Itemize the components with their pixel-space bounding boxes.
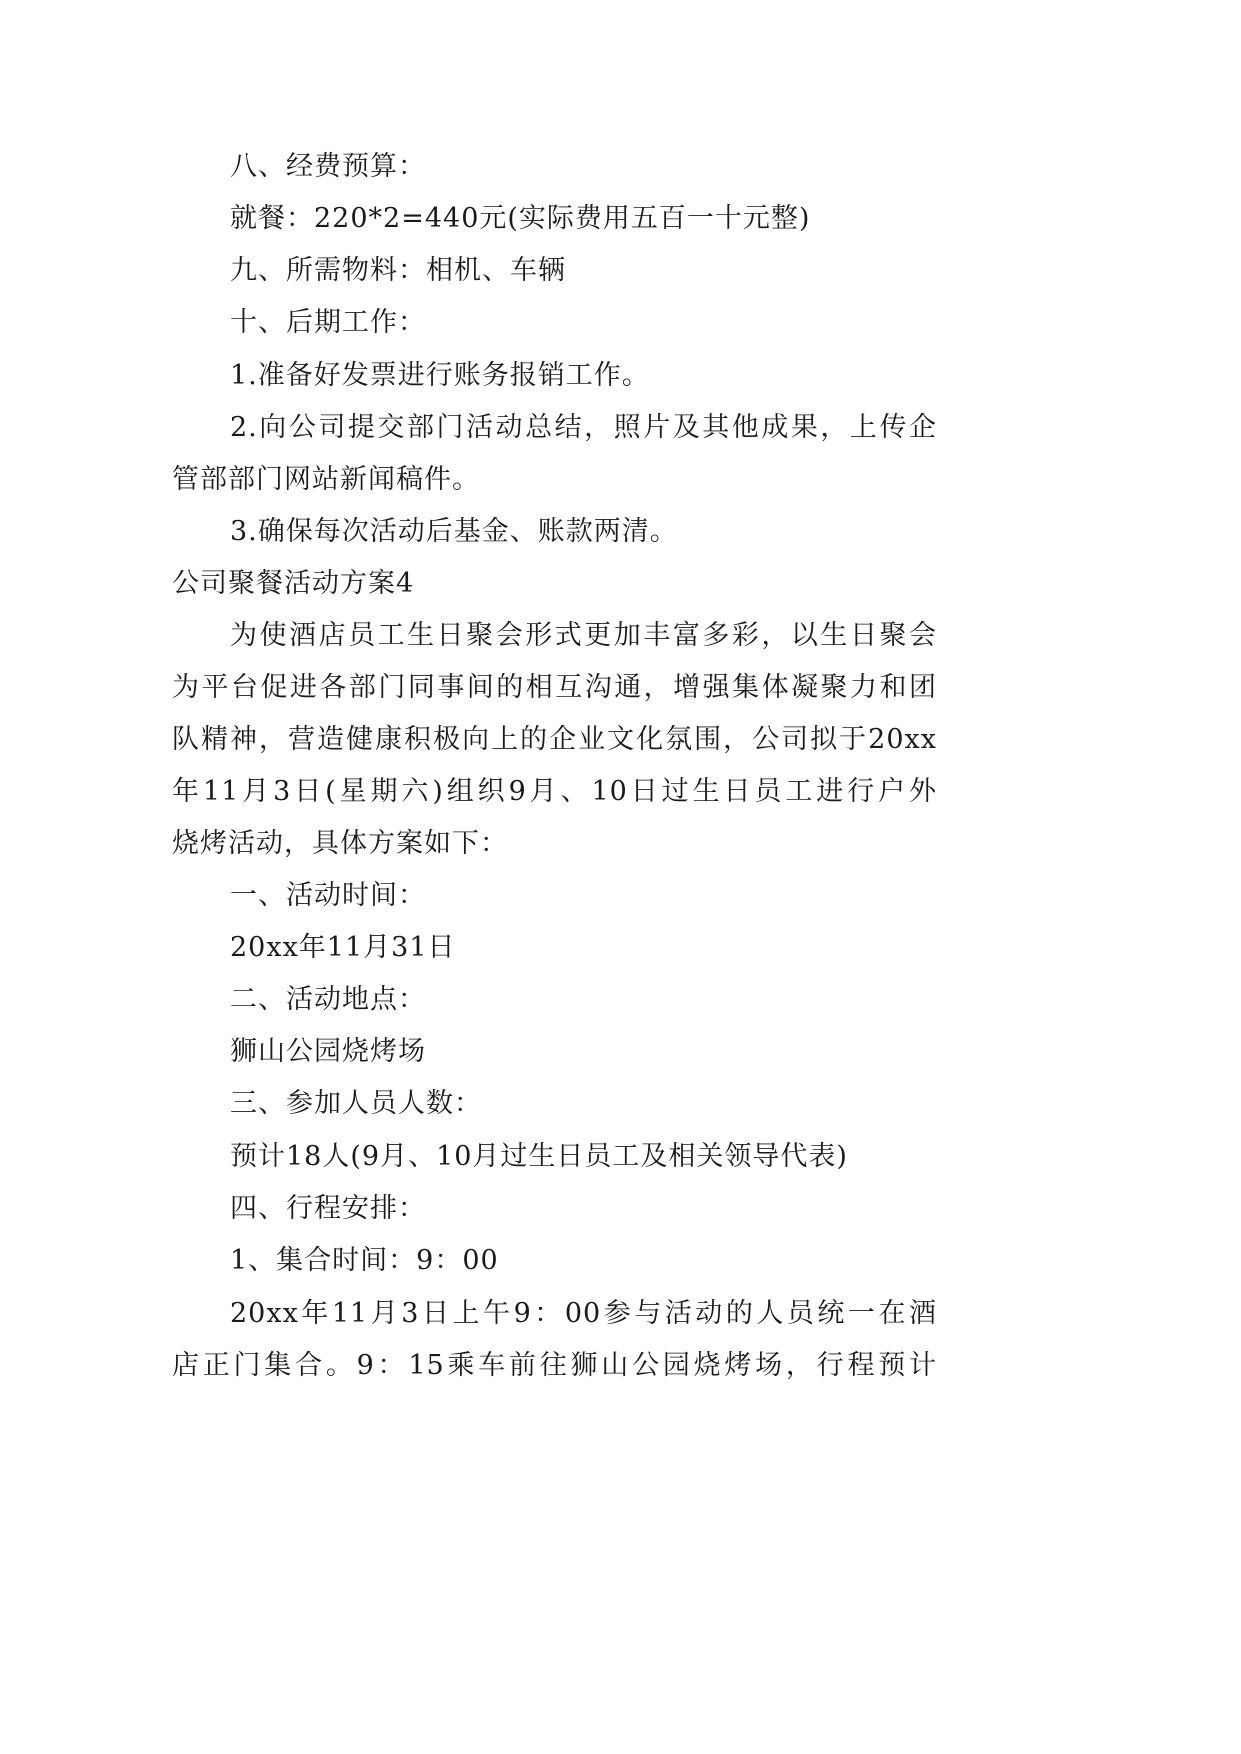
section-heading: 十、后期工作： <box>230 307 426 338</box>
paragraph-line: 20xx年11月3日上午9：00参与活动的人员统一在酒 <box>230 1298 937 1329</box>
paragraph-line: 年11月3日(星期六)组织9月、10日过生日员工进行户外 <box>172 776 937 807</box>
paragraph-line: 烧烤活动，具体方案如下： <box>172 828 508 859</box>
section-heading: 四、行程安排： <box>230 1193 426 1224</box>
section-heading: 八、经费预算： <box>230 151 426 182</box>
paragraph-line: 为使酒店员工生日聚会形式更加丰富多彩，以生日聚会 <box>230 620 937 651</box>
list-item: 3.确保每次活动后基金、账款两清。 <box>230 516 678 547</box>
paragraph-line: 狮山公园烧烤场 <box>230 1036 426 1067</box>
paragraph-line: 店正门集合。9：15乘车前往狮山公园烧烤场，行程预计 <box>172 1350 937 1381</box>
section-heading: 二、活动地点： <box>230 984 426 1015</box>
list-item: 2.向公司提交部门活动总结，照片及其他成果，上传企 <box>230 412 937 443</box>
document-title: 公司聚餐活动方案4 <box>172 568 415 599</box>
paragraph-line: 九、所需物料：相机、车辆 <box>230 255 566 286</box>
paragraph-line: 管部部门网站新闻稿件。 <box>172 464 480 495</box>
list-item: 1.准备好发票进行账务报销工作。 <box>230 360 650 391</box>
section-heading: 一、活动时间： <box>230 880 426 911</box>
paragraph-line: 为平台促进各部门同事间的相互沟通，增强集体凝聚力和团 <box>172 672 937 703</box>
section-heading: 三、参加人员人数： <box>230 1088 482 1119</box>
paragraph-line: 预计18人(9月、10月过生日员工及相关领导代表) <box>230 1141 848 1172</box>
paragraph-line: 20xx年11月31日 <box>230 932 456 963</box>
paragraph-line: 就餐：220*2=440元(实际费用五百一十元整) <box>230 203 811 234</box>
paragraph-line: 队精神，营造健康积极向上的企业文化氛围，公司拟于20xx <box>172 724 937 755</box>
list-item: 1、集合时间：9：00 <box>230 1245 499 1276</box>
